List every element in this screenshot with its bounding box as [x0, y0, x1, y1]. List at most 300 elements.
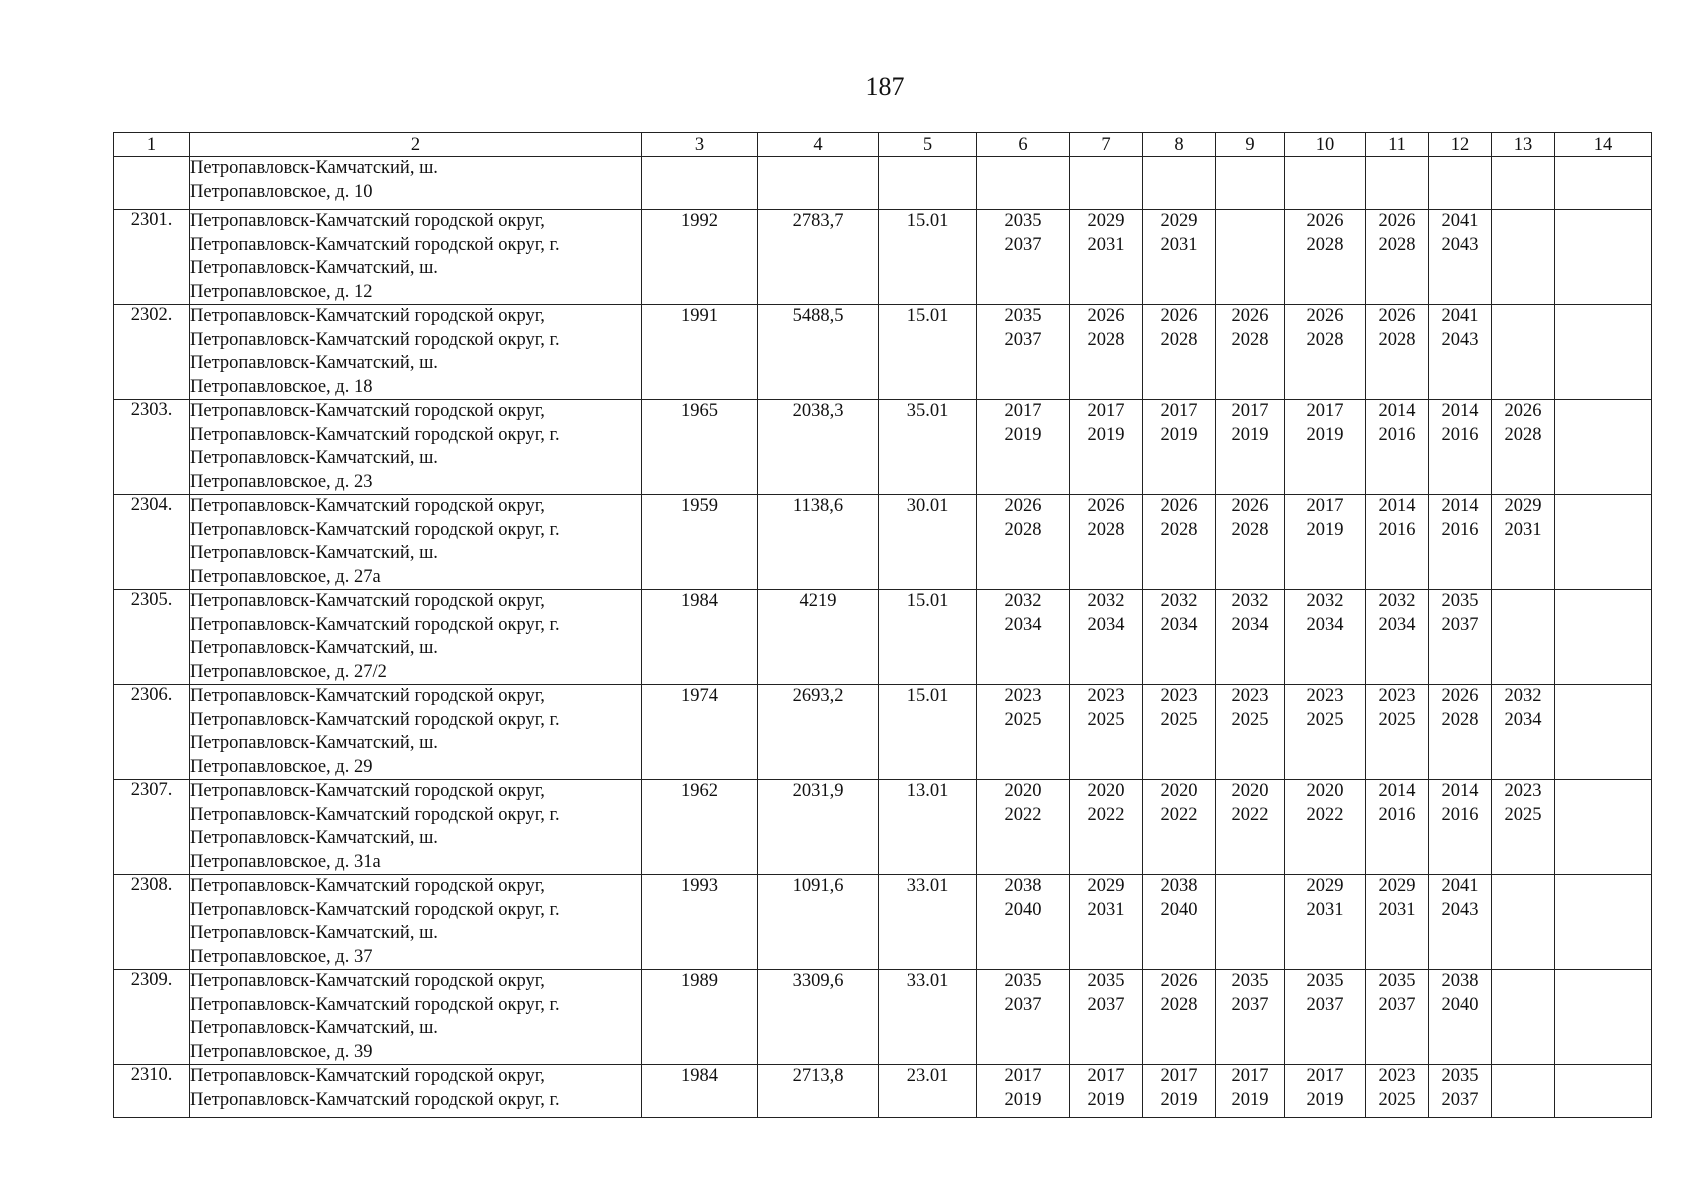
empty-cell [1429, 157, 1492, 210]
period-year: 2020 [1306, 781, 1344, 801]
column-header: 14 [1555, 133, 1652, 157]
period-cell [1366, 210, 1429, 305]
period-year: 2035 [1004, 211, 1042, 231]
address-line: Петропавловск-Камчатский, ш. [190, 1018, 438, 1038]
period-cell [1285, 400, 1366, 495]
code-cell: 23.01 [879, 1065, 977, 1118]
address-cell [190, 875, 642, 970]
period-year: 2034 [1004, 614, 1042, 635]
code-cell: 15.01 [879, 590, 977, 685]
period-year: 2029 [1306, 876, 1344, 896]
period-cell [1555, 1065, 1652, 1118]
row-number-cell: 2303. [114, 400, 190, 495]
address-line: Петропавловск-Камчатский городской округ, г. [190, 994, 560, 1015]
period-year: 2028 [1231, 329, 1269, 350]
table-row [114, 1065, 1652, 1118]
column-header: 3 [642, 133, 758, 157]
empty-cell [758, 157, 879, 210]
period-year: 2043 [1441, 899, 1479, 920]
table-row [114, 305, 1652, 400]
period-cell [977, 305, 1070, 400]
column-header: 13 [1492, 133, 1555, 157]
empty-cell [1070, 157, 1143, 210]
address-line: Петропавловск-Камчатский городской округ, [190, 401, 545, 421]
period-year: 2028 [1378, 329, 1416, 350]
period-year: 2035 [1378, 971, 1416, 991]
period-year: 2025 [1087, 709, 1125, 730]
period-cell [1429, 685, 1492, 780]
period-year: 2023 [1378, 686, 1416, 706]
period-cell [977, 210, 1070, 305]
period-cell [1285, 1065, 1366, 1118]
period-cell [1143, 970, 1216, 1065]
period-year: 2017 [1087, 1066, 1125, 1086]
period-year: 2014 [1441, 781, 1479, 801]
period-year: 2028 [1306, 234, 1344, 255]
period-year: 2031 [1306, 899, 1344, 920]
housing-register-table [113, 132, 1652, 1118]
period-cell [1555, 685, 1652, 780]
period-year: 2017 [1231, 401, 1269, 421]
period-year: 2025 [1004, 709, 1042, 730]
period-cell [1366, 305, 1429, 400]
period-cell [1285, 305, 1366, 400]
period-cell [1216, 590, 1285, 685]
address-line: Петропавловское, д. 23 [190, 471, 373, 492]
period-year: 2019 [1087, 424, 1125, 445]
period-cell [1070, 970, 1143, 1065]
period-year: 2026 [1441, 686, 1479, 706]
row-number-cell: 2307. [114, 780, 190, 875]
period-cell [1285, 590, 1366, 685]
period-cell [1492, 305, 1555, 400]
address-line: Петропавловск-Камчатский городской округ, [190, 971, 545, 991]
period-cell [1285, 210, 1366, 305]
period-year: 2026 [1231, 496, 1269, 516]
period-year: 2038 [1004, 876, 1042, 896]
period-year: 2038 [1160, 876, 1198, 896]
address-line: Петропавловское, д. 37 [190, 946, 373, 967]
period-year: 2026 [1306, 306, 1344, 326]
period-cell [1366, 590, 1429, 685]
code-cell: 15.01 [879, 305, 977, 400]
period-year: 2025 [1306, 709, 1344, 730]
period-year: 2028 [1160, 994, 1198, 1015]
period-year: 2028 [1306, 329, 1344, 350]
period-year: 2017 [1087, 401, 1125, 421]
build-year-cell: 1959 [642, 495, 758, 590]
period-cell [1216, 685, 1285, 780]
period-cell [1216, 970, 1285, 1065]
column-header: 5 [879, 133, 977, 157]
column-header: 2 [190, 133, 642, 157]
period-year: 2032 [1004, 591, 1042, 611]
area-cell: 2031,9 [758, 780, 879, 875]
build-year-cell: 1993 [642, 875, 758, 970]
period-year: 2020 [1087, 781, 1125, 801]
period-cell [1143, 495, 1216, 590]
column-header: 11 [1366, 133, 1429, 157]
area-cell: 3309,6 [758, 970, 879, 1065]
continuation-row [114, 157, 1652, 210]
period-cell [1143, 305, 1216, 400]
address-cell [190, 685, 642, 780]
period-year: 2020 [1231, 781, 1269, 801]
period-year: 2022 [1231, 804, 1269, 825]
address-cell [190, 590, 642, 685]
address-line: Петропавловск-Камчатский городской округ, г. [190, 899, 560, 920]
period-year: 2023 [1378, 1066, 1416, 1086]
period-year: 2035 [1231, 971, 1269, 991]
column-header: 4 [758, 133, 879, 157]
period-year: 2041 [1441, 306, 1479, 326]
period-cell [1555, 970, 1652, 1065]
address-line: Петропавловское, д. 18 [190, 376, 373, 397]
period-cell [977, 875, 1070, 970]
area-cell: 2693,2 [758, 685, 879, 780]
period-year: 2037 [1441, 1089, 1479, 1110]
period-year: 2032 [1306, 591, 1344, 611]
empty-cell [879, 157, 977, 210]
address-line: Петропавловск-Камчатский городской округ, г. [190, 519, 560, 540]
empty-cell [1143, 157, 1216, 210]
period-cell [977, 400, 1070, 495]
period-year: 2035 [1441, 1066, 1479, 1086]
period-cell [1366, 495, 1429, 590]
area-cell: 5488,5 [758, 305, 879, 400]
build-year-cell: 1989 [642, 970, 758, 1065]
build-year-cell: 1992 [642, 210, 758, 305]
area-cell: 1138,6 [758, 495, 879, 590]
period-year: 2029 [1160, 211, 1198, 231]
period-cell [1555, 780, 1652, 875]
empty-cell [642, 157, 758, 210]
period-cell [1555, 590, 1652, 685]
area-cell: 4219 [758, 590, 879, 685]
period-year: 2028 [1441, 709, 1479, 730]
code-cell: 15.01 [879, 210, 977, 305]
period-year: 2014 [1441, 401, 1479, 421]
address-line: Петропавловск-Камчатский, ш. [190, 353, 438, 373]
period-year: 2022 [1004, 804, 1042, 825]
column-header: 10 [1285, 133, 1366, 157]
period-cell [1429, 780, 1492, 875]
period-year: 2022 [1306, 804, 1344, 825]
period-year: 2037 [1087, 994, 1125, 1015]
build-year-cell: 1991 [642, 305, 758, 400]
period-cell [1070, 495, 1143, 590]
period-year: 2028 [1087, 329, 1125, 350]
period-cell [1285, 970, 1366, 1065]
period-year: 2035 [1004, 971, 1042, 991]
address-cell [190, 1065, 642, 1118]
period-year: 2019 [1160, 1089, 1198, 1110]
code-cell: 15.01 [879, 685, 977, 780]
area-cell: 2038,3 [758, 400, 879, 495]
period-cell [1492, 590, 1555, 685]
period-year: 2034 [1378, 614, 1416, 635]
period-cell [1070, 1065, 1143, 1118]
column-header: 6 [977, 133, 1070, 157]
address-line: Петропавловское, д. 29 [190, 756, 373, 777]
period-cell [1492, 495, 1555, 590]
address-line: Петропавловск-Камчатский, ш. [190, 258, 438, 278]
period-year: 2035 [1004, 306, 1042, 326]
period-year: 2023 [1160, 686, 1198, 706]
address-line: Петропавловск-Камчатский, ш. [190, 543, 438, 563]
period-cell [1429, 970, 1492, 1065]
period-year: 2017 [1231, 1066, 1269, 1086]
column-header: 9 [1216, 133, 1285, 157]
period-year: 2019 [1306, 519, 1344, 540]
period-year: 2014 [1441, 496, 1479, 516]
build-year-cell: 1962 [642, 780, 758, 875]
column-header: 8 [1143, 133, 1216, 157]
period-year: 2019 [1231, 1089, 1269, 1110]
code-cell: 35.01 [879, 400, 977, 495]
period-year: 2037 [1231, 994, 1269, 1015]
address-line: Петропавловск-Камчатский, ш. [190, 828, 438, 848]
period-year: 2032 [1160, 591, 1198, 611]
address-line: Петропавловск-Камчатский, ш. [190, 923, 438, 943]
table-row [114, 685, 1652, 780]
period-year: 2019 [1087, 1089, 1125, 1110]
period-cell [1070, 400, 1143, 495]
empty-cell [1216, 157, 1285, 210]
period-cell [1366, 685, 1429, 780]
row-number-cell: 2305. [114, 590, 190, 685]
address-line: Петропавловск-Камчатский городской округ, г. [190, 329, 560, 350]
period-year: 2020 [1160, 781, 1198, 801]
code-cell: 33.01 [879, 875, 977, 970]
period-year: 2029 [1378, 876, 1416, 896]
period-year: 2025 [1378, 709, 1416, 730]
address-line: Петропавловск-Камчатский городской округ, [190, 591, 545, 611]
address-line: Петропавловск-Камчатский городской округ, г. [190, 234, 560, 255]
empty-cell [977, 157, 1070, 210]
period-year: 2023 [1087, 686, 1125, 706]
table-row [114, 210, 1652, 305]
period-cell [1285, 875, 1366, 970]
period-year: 2037 [1004, 234, 1042, 255]
period-cell [1216, 400, 1285, 495]
period-year: 2016 [1441, 519, 1479, 540]
address-line: Петропавловск-Камчатский городской округ, г. [190, 709, 560, 730]
period-year: 2037 [1441, 614, 1479, 635]
period-cell [1070, 685, 1143, 780]
period-year: 2016 [1441, 424, 1479, 445]
period-cell [1216, 780, 1285, 875]
column-header: 7 [1070, 133, 1143, 157]
period-cell [1070, 305, 1143, 400]
period-year: 2035 [1087, 971, 1125, 991]
period-year: 2014 [1378, 781, 1416, 801]
period-year: 2017 [1306, 496, 1344, 516]
period-cell [1143, 875, 1216, 970]
period-year: 2026 [1231, 306, 1269, 326]
period-year: 2040 [1160, 899, 1198, 920]
period-cell [1070, 590, 1143, 685]
period-year: 2032 [1231, 591, 1269, 611]
period-cell [977, 685, 1070, 780]
period-year: 2025 [1160, 709, 1198, 730]
period-year: 2026 [1087, 306, 1125, 326]
period-cell [1070, 780, 1143, 875]
period-cell [1285, 495, 1366, 590]
period-cell [1216, 875, 1285, 970]
address-line: Петропавловск-Камчатский городской округ, [190, 496, 545, 516]
period-year: 2028 [1160, 519, 1198, 540]
period-year: 2031 [1378, 899, 1416, 920]
period-year: 2028 [1087, 519, 1125, 540]
period-year: 2023 [1306, 686, 1344, 706]
address-line: Петропавловск-Камчатский городской округ, [190, 1066, 545, 1086]
period-year: 2034 [1231, 614, 1269, 635]
period-year: 2019 [1306, 424, 1344, 445]
period-year: 2017 [1160, 401, 1198, 421]
row-number-cell: 2309. [114, 970, 190, 1065]
row-number-cell: 2301. [114, 210, 190, 305]
period-year: 2041 [1441, 211, 1479, 231]
period-cell [1366, 970, 1429, 1065]
period-cell [977, 590, 1070, 685]
period-year: 2029 [1087, 211, 1125, 231]
period-cell [1429, 400, 1492, 495]
period-cell [1366, 400, 1429, 495]
period-year: 2025 [1504, 804, 1542, 825]
address-line: Петропавловское, д. 10 [190, 181, 373, 202]
period-year: 2023 [1004, 686, 1042, 706]
address-line: Петропавловск-Камчатский городской округ, [190, 876, 545, 896]
period-year: 2028 [1504, 424, 1542, 445]
period-cell [1492, 875, 1555, 970]
period-cell [1429, 875, 1492, 970]
period-cell [1216, 210, 1285, 305]
period-year: 2026 [1160, 971, 1198, 991]
period-cell [1555, 305, 1652, 400]
period-year: 2026 [1004, 496, 1042, 516]
period-year: 2019 [1231, 424, 1269, 445]
period-year: 2019 [1004, 1089, 1042, 1110]
address-line: Петропавловск-Камчатский городской округ, [190, 781, 545, 801]
address-line: Петропавловск-Камчатский, ш. [190, 638, 438, 658]
period-year: 2016 [1378, 804, 1416, 825]
period-cell [1143, 210, 1216, 305]
period-year: 2031 [1087, 899, 1125, 920]
period-cell [1216, 305, 1285, 400]
period-year: 2014 [1378, 401, 1416, 421]
row-number-cell: 2304. [114, 495, 190, 590]
build-year-cell: 1965 [642, 400, 758, 495]
address-cell [190, 157, 642, 210]
period-year: 2026 [1378, 211, 1416, 231]
period-year: 2029 [1087, 876, 1125, 896]
period-cell [1143, 400, 1216, 495]
address-line: Петропавловск-Камчатский городской округ, [190, 306, 545, 326]
table-row [114, 590, 1652, 685]
period-year: 2025 [1231, 709, 1269, 730]
period-year: 2034 [1306, 614, 1344, 635]
address-line: Петропавловск-Камчатский городской округ, г. [190, 804, 560, 825]
area-cell: 1091,6 [758, 875, 879, 970]
period-cell [1492, 400, 1555, 495]
period-year: 2028 [1378, 234, 1416, 255]
period-year: 2038 [1441, 971, 1479, 991]
period-cell [1366, 1065, 1429, 1118]
area-cell: 2783,7 [758, 210, 879, 305]
page-number: 187 [865, 72, 905, 101]
period-year: 2040 [1441, 994, 1479, 1015]
column-header: 12 [1429, 133, 1492, 157]
period-cell [1429, 305, 1492, 400]
period-cell [1285, 685, 1366, 780]
period-year: 2035 [1306, 971, 1344, 991]
period-year: 2017 [1160, 1066, 1198, 1086]
period-year: 2032 [1378, 591, 1416, 611]
address-cell [190, 400, 642, 495]
build-year-cell: 1974 [642, 685, 758, 780]
period-cell [1285, 780, 1366, 875]
row-number-cell: 2310. [114, 1065, 190, 1118]
column-header: 1 [114, 133, 190, 157]
address-line: Петропавловск-Камчатский городской округ, [190, 211, 545, 231]
address-cell [190, 210, 642, 305]
address-line: Петропавловское, д. 39 [190, 1041, 373, 1062]
address-line: Петропавловск-Камчатский городской округ, г. [190, 1089, 560, 1110]
address-line: Петропавловск-Камчатский городской округ, г. [190, 424, 560, 445]
period-year: 2014 [1378, 496, 1416, 516]
empty-cell [1492, 157, 1555, 210]
address-line: Петропавловск-Камчатский, ш. [190, 448, 438, 468]
address-line: Петропавловское, д. 27/2 [190, 661, 387, 682]
empty-cell [1285, 157, 1366, 210]
period-cell [1143, 1065, 1216, 1118]
period-cell [1492, 1065, 1555, 1118]
row-number-cell [114, 157, 190, 210]
address-line: Петропавловское, д. 31а [190, 851, 381, 872]
period-cell [1070, 875, 1143, 970]
period-year: 2041 [1441, 876, 1479, 896]
period-cell [1143, 685, 1216, 780]
period-cell [1216, 1065, 1285, 1118]
period-year: 2043 [1441, 329, 1479, 350]
period-cell [1429, 495, 1492, 590]
period-year: 2037 [1378, 994, 1416, 1015]
period-year: 2031 [1087, 234, 1125, 255]
period-year: 2017 [1306, 401, 1344, 421]
period-year: 2031 [1504, 519, 1542, 540]
period-cell [1216, 495, 1285, 590]
period-year: 2040 [1004, 899, 1042, 920]
period-cell [1555, 400, 1652, 495]
period-year: 2037 [1306, 994, 1344, 1015]
build-year-cell: 1984 [642, 1065, 758, 1118]
period-cell [977, 495, 1070, 590]
period-year: 2020 [1004, 781, 1042, 801]
address-cell [190, 780, 642, 875]
table-row [114, 875, 1652, 970]
address-cell [190, 495, 642, 590]
period-year: 2034 [1160, 614, 1198, 635]
empty-cell [1555, 157, 1652, 210]
code-cell: 13.01 [879, 780, 977, 875]
period-cell [1492, 970, 1555, 1065]
table-row [114, 495, 1652, 590]
period-cell [1070, 210, 1143, 305]
period-year: 2017 [1306, 1066, 1344, 1086]
period-year: 2043 [1441, 234, 1479, 255]
period-year: 2023 [1231, 686, 1269, 706]
